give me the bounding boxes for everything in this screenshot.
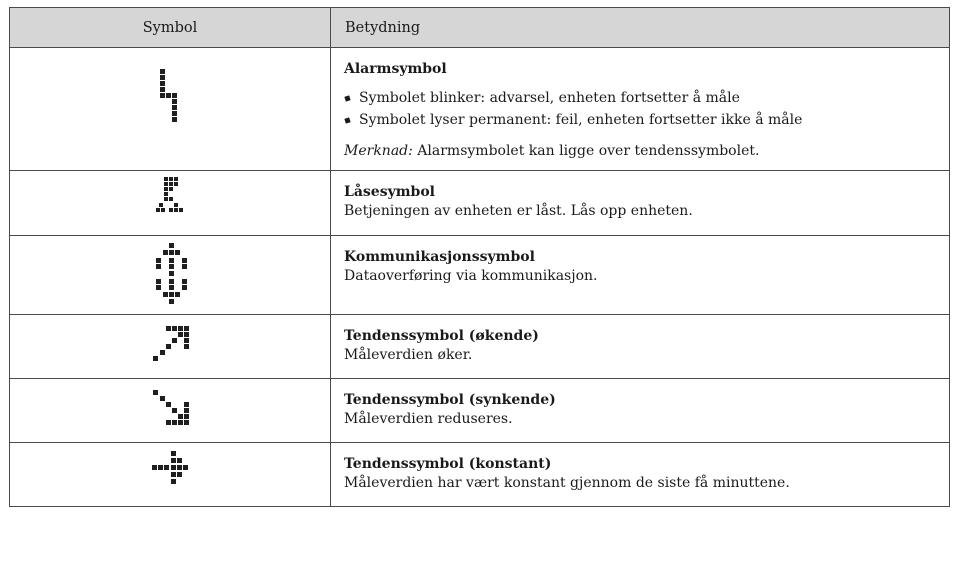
bullet-list bbox=[344, 89, 936, 130]
row-text: Måleverdien har vært konstant gjennom de siste få minuttene. bbox=[344, 475, 790, 491]
symbol-cell bbox=[10, 443, 331, 507]
trend-increasing-icon bbox=[153, 326, 189, 366]
header-symbol: Symbol bbox=[10, 8, 331, 48]
note-label: Merknad: bbox=[344, 143, 413, 159]
description-cell bbox=[331, 171, 950, 236]
table-row bbox=[10, 48, 950, 171]
row-title: Tendenssymbol (økende) bbox=[344, 328, 539, 344]
description-cell bbox=[331, 315, 950, 379]
description-cell bbox=[331, 48, 950, 171]
symbol-cell bbox=[10, 171, 331, 236]
description-cell bbox=[331, 236, 950, 315]
table-row bbox=[10, 379, 950, 443]
description-cell bbox=[331, 443, 950, 507]
table-row bbox=[10, 443, 950, 507]
table-row bbox=[10, 315, 950, 379]
symbol-cell bbox=[10, 379, 331, 443]
row-text: Måleverdien reduseres. bbox=[344, 411, 513, 427]
row-title: Alarmsymbol bbox=[344, 61, 447, 77]
list-item: Symbolet blinker: advarsel, enheten fortsetter å måle bbox=[344, 89, 936, 108]
row-text: Dataoverføring via kommunikasjon. bbox=[344, 268, 598, 284]
note-text: Alarmsymbolet kan ligge over tendenssymbolet. bbox=[412, 143, 760, 159]
header-betydning: Betydning bbox=[331, 8, 950, 48]
symbol-cell bbox=[10, 236, 331, 315]
table-header-row bbox=[10, 8, 950, 48]
row-title: Tendenssymbol (konstant) bbox=[344, 456, 552, 472]
table-row bbox=[10, 236, 950, 315]
row-title: Tendenssymbol (synkende) bbox=[344, 392, 556, 408]
note bbox=[344, 142, 936, 161]
row-title: Kommunikasjonssymbol bbox=[344, 249, 535, 265]
row-text: Måleverdien øker. bbox=[344, 347, 473, 363]
communication-symbol-icon bbox=[156, 243, 188, 307]
trend-decreasing-icon bbox=[153, 390, 189, 430]
alarm-symbol-icon bbox=[160, 69, 182, 125]
symbol-cell bbox=[10, 315, 331, 379]
row-title: Låsesymbol bbox=[344, 184, 435, 200]
symbol-cell bbox=[10, 48, 331, 171]
description-cell bbox=[331, 379, 950, 443]
list-item: Symbolet lyser permanent: feil, enheten fortsetter ikke å måle bbox=[344, 111, 936, 130]
symbol-table bbox=[9, 7, 950, 507]
trend-constant-icon bbox=[152, 451, 188, 493]
table-row bbox=[10, 171, 950, 236]
lock-symbol-icon bbox=[156, 177, 184, 215]
row-text: Betjeningen av enheten er låst. Lås opp enheten. bbox=[344, 203, 693, 219]
